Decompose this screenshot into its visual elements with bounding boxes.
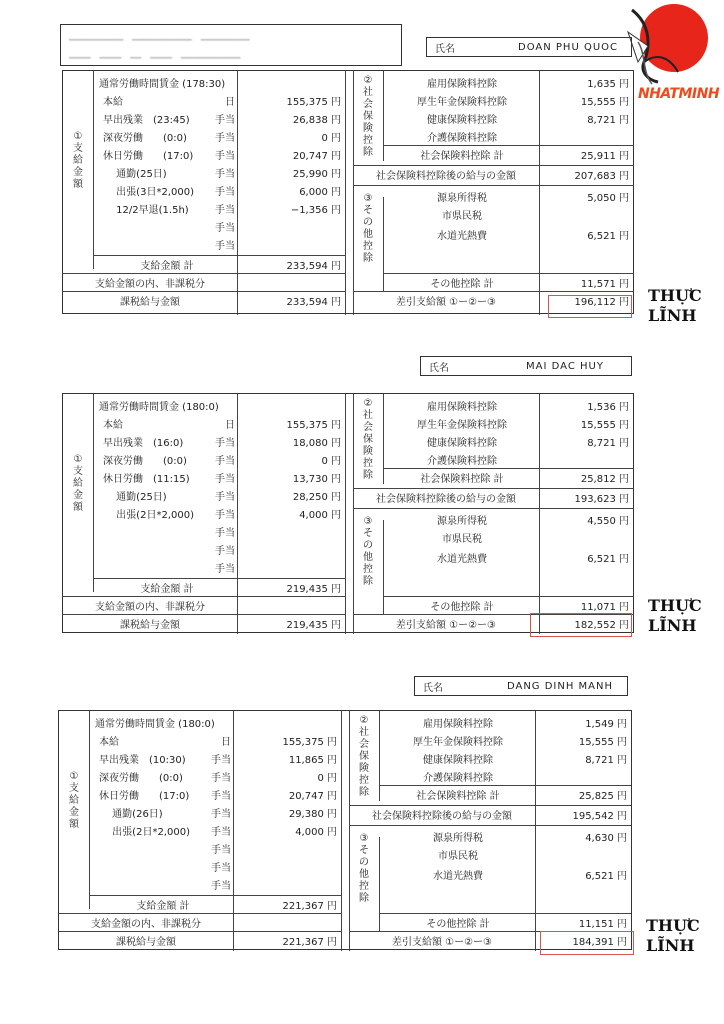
payslip-table	[62, 393, 634, 633]
earning-suffix: 手当	[215, 114, 235, 126]
earning-suffix: 手当	[211, 826, 231, 838]
name-label: 氏名	[429, 362, 449, 374]
earning-label: 本給	[103, 419, 123, 431]
divider	[353, 508, 633, 509]
nontax-label: 支給金額の内、非課税分	[91, 918, 201, 930]
thuc-linh-word: THỰC	[648, 286, 702, 305]
divider	[349, 711, 350, 951]
name-label: 氏名	[423, 682, 443, 694]
section-1-label	[67, 131, 89, 191]
earning-amount: 155,375 円	[286, 419, 341, 431]
section-2-char: 社	[363, 410, 373, 421]
income-tax-amount: 5,050 円	[587, 192, 629, 204]
thuc-linh-word: LĨNH	[646, 936, 695, 955]
divider	[345, 394, 346, 634]
divider	[535, 711, 536, 951]
earning-suffix: 手当	[211, 772, 231, 784]
other-total-amount: 11,071 円	[580, 601, 629, 613]
resident-tax-label: 市県民税	[442, 533, 482, 545]
earning-suffix: 手当	[215, 473, 235, 485]
employee-name: DOAN PHU QUOC	[518, 41, 618, 53]
net-pay-label: 差引支給額 ①ー②ー③	[395, 619, 497, 631]
earning-amount: 28,250 円	[292, 491, 341, 503]
section-2-label	[353, 715, 375, 799]
pension-label: 厚生年金保険料控除	[417, 419, 507, 431]
net-pay-label: 差引支給額 ①ー②ー③	[395, 296, 497, 308]
resident-tax-label: 市県民税	[438, 850, 478, 862]
section-3-char: 除	[359, 893, 369, 904]
earning-amount: 20,747 円	[288, 790, 337, 802]
earning-suffix: 手当	[215, 545, 235, 557]
earning-amount: 29,380 円	[288, 808, 337, 820]
earning-label	[103, 235, 213, 253]
net-pay-amount: 196,112 円	[574, 296, 629, 308]
after-social-label: 社会保険料控除後の給与の金額	[372, 810, 512, 822]
earning-label: 早出残業 (23:45)	[103, 114, 190, 126]
earning-amount: 11,865 円	[288, 754, 337, 766]
pension-label: 厚生年金保険料控除	[413, 736, 503, 748]
employee-name-box	[426, 37, 632, 57]
net-pay-amount: 184,391 円	[572, 936, 627, 948]
divider	[233, 711, 234, 951]
earning-suffix: 手当	[211, 754, 231, 766]
section-1-char: 金	[73, 167, 83, 178]
income-tax-label: 源泉所得税	[437, 515, 487, 527]
section-2-char: 険	[363, 446, 373, 457]
nontax-label: 支給金額の内、非課税分	[95, 278, 205, 290]
section-3-char: 他	[363, 552, 373, 563]
payslip-table	[58, 710, 632, 950]
earning-suffix: 手当	[211, 808, 231, 820]
earning-label: 深夜労働 (0:0)	[103, 455, 187, 467]
earning-suffix: 日	[225, 419, 235, 431]
earning-suffix: 手当	[211, 880, 231, 892]
logo-text: NHATMINH	[638, 86, 720, 102]
earning-suffix: 手当	[215, 491, 235, 503]
earning-amount: 0 円	[321, 132, 341, 144]
utilities-label: 水道光熱費	[437, 553, 487, 565]
regular-hours-label: 通常労働時間賃金 (178:30)	[99, 78, 226, 90]
section-1-char: 金	[73, 490, 83, 501]
earning-suffix: 手当	[211, 790, 231, 802]
earning-amount: 25,990 円	[292, 168, 341, 180]
divider	[353, 394, 354, 634]
earning-amount: 26,838 円	[292, 114, 341, 126]
earning-suffix: 手当	[211, 862, 231, 874]
care-label: 介護保険料控除	[427, 132, 497, 144]
earning-amount	[237, 857, 337, 875]
section-2-char: 会	[363, 99, 373, 110]
section-3-label	[353, 833, 375, 905]
nontax-amount	[237, 913, 337, 931]
section-3-char: 他	[363, 229, 373, 240]
earning-label: 休日労働 (17:0)	[103, 150, 194, 162]
earning-suffix: 手当	[215, 455, 235, 467]
total-pay-amount: 233,594 円	[286, 260, 341, 272]
other-total-label: その他控除 計	[426, 918, 490, 930]
after-social-label: 社会保険料控除後の給与の金額	[376, 493, 516, 505]
earning-suffix: 手当	[215, 527, 235, 539]
section-3-char: 控	[359, 881, 369, 892]
social-total-amount: 25,825 円	[578, 790, 627, 802]
social-total-amount: 25,911 円	[580, 150, 629, 162]
after-social-amount: 207,683 円	[574, 170, 629, 182]
earning-suffix: 手当	[215, 509, 235, 521]
section-2-label	[357, 398, 379, 482]
social-total-label: 社会保険料控除 計	[420, 150, 504, 162]
section-2-char: 控	[359, 775, 369, 786]
net-pay-label: 差引支給額 ①ー②ー③	[391, 936, 493, 948]
after-social-label: 社会保険料控除後の給与の金額	[376, 170, 516, 182]
earning-amount: 0 円	[317, 772, 337, 784]
earning-suffix: 手当	[215, 186, 235, 198]
divider	[383, 394, 384, 484]
regular-hours-label: 通常労働時間賃金 (180:0)	[99, 401, 219, 413]
earning-label: 早出残業 (10:30)	[99, 754, 186, 766]
utilities-label: 水道光熱費	[437, 230, 487, 242]
pension-amount: 15,555 円	[578, 736, 627, 748]
earning-label: 出張(2日*2,000)	[99, 826, 190, 838]
resident-tax-amount	[539, 845, 627, 863]
divider	[383, 71, 384, 161]
health-amount: 8,721 円	[585, 754, 627, 766]
earning-label	[103, 522, 213, 540]
section-1-char: 額	[73, 502, 83, 513]
section-3-char: の	[363, 217, 373, 228]
earning-suffix: 手当	[215, 132, 235, 144]
pension-label: 厚生年金保険料控除	[417, 96, 507, 108]
earning-label: 本給	[103, 96, 123, 108]
section-2-char: ②	[363, 398, 373, 409]
section-2-char: 保	[363, 434, 373, 445]
divider	[93, 71, 94, 269]
divider	[341, 711, 342, 951]
total-pay-amount: 221,367 円	[282, 900, 337, 912]
after-social-amount: 193,623 円	[574, 493, 629, 505]
earning-label: 通勤(25日)	[103, 491, 167, 503]
section-2-char: 除	[363, 470, 373, 481]
earning-amount: 155,375 円	[286, 96, 341, 108]
social-total-label: 社会保険料控除 計	[416, 790, 500, 802]
section-3-char: ③	[363, 193, 373, 204]
total-pay-label: 支給金額 計	[140, 583, 194, 595]
divider	[237, 71, 238, 315]
section-3-char: の	[359, 857, 369, 868]
section-3-char: 除	[363, 253, 373, 264]
section-1-char: ①	[69, 771, 79, 782]
earning-amount: 6,000 円	[299, 186, 341, 198]
divider	[237, 394, 238, 634]
earning-suffix: 手当	[215, 168, 235, 180]
section-2-label	[357, 75, 379, 159]
other-total-label: その他控除 計	[430, 278, 494, 290]
employment-ins-label: 雇用保険料控除	[427, 78, 497, 90]
thuc-linh-label	[648, 596, 702, 636]
divider	[383, 197, 384, 291]
section-2-char: 会	[363, 422, 373, 433]
other-total-label: その他控除 計	[430, 601, 494, 613]
net-pay-highlight	[548, 295, 632, 318]
income-tax-amount: 4,630 円	[585, 832, 627, 844]
payslip-table	[62, 70, 634, 314]
earning-label: 通勤(25日)	[103, 168, 167, 180]
social-total-amount: 25,812 円	[580, 473, 629, 485]
section-2-char: 社	[359, 727, 369, 738]
divider	[353, 185, 633, 186]
name-label: 氏名	[435, 43, 455, 55]
health-amount: 8,721 円	[587, 114, 629, 126]
section-1-label	[63, 771, 85, 831]
earning-amount: 13,730 円	[292, 473, 341, 485]
section-1-label	[67, 454, 89, 514]
care-amount	[539, 767, 627, 785]
earning-amount	[237, 839, 337, 857]
earning-amount: 4,000 円	[299, 509, 341, 521]
thuc-linh-word: LĨNH	[648, 306, 697, 325]
employment-ins-amount: 1,635 円	[587, 78, 629, 90]
taxable-label: 課税給与金額	[116, 936, 176, 948]
employee-name-box	[414, 676, 628, 696]
taxable-label: 課税給与金額	[120, 296, 180, 308]
nontax-amount	[241, 273, 341, 291]
earning-amount	[241, 558, 341, 576]
other-total-amount: 11,571 円	[580, 278, 629, 290]
care-amount	[543, 450, 629, 468]
nontax-amount	[241, 596, 341, 614]
earning-label: 通勤(26日)	[99, 808, 163, 820]
earning-label: 出張(2日*2,000)	[103, 509, 194, 521]
earning-suffix: 手当	[215, 563, 235, 575]
divider	[93, 394, 94, 592]
section-3-char: 控	[363, 564, 373, 575]
taxable-amount: 219,435 円	[286, 619, 341, 631]
employment-ins-amount: 1,549 円	[585, 718, 627, 730]
net-pay-highlight	[530, 613, 632, 637]
section-3-label	[357, 516, 379, 588]
section-2-char: 除	[363, 147, 373, 158]
income-tax-label: 源泉所得税	[433, 832, 483, 844]
section-2-char: 除	[359, 787, 369, 798]
section-3-char: 除	[363, 576, 373, 587]
earning-label	[99, 839, 209, 857]
section-1-char: 給	[69, 795, 79, 806]
section-2-char: 保	[359, 751, 369, 762]
section-3-char: 他	[359, 869, 369, 880]
thuc-linh-word: THỰC	[648, 596, 702, 615]
earning-label	[103, 558, 213, 576]
earning-label: 出張(3日*2,000)	[103, 186, 194, 198]
earning-label: 休日労働 (17:0)	[99, 790, 190, 802]
section-3-char: そ	[363, 528, 373, 539]
earning-suffix: 手当	[215, 150, 235, 162]
earning-suffix: 手当	[215, 222, 235, 234]
utilities-amount: 6,521 円	[587, 230, 629, 242]
divider	[539, 394, 540, 634]
employee-name: DANG DINH MANH	[506, 680, 614, 692]
section-3-char: 控	[363, 241, 373, 252]
section-2-char: 控	[363, 135, 373, 146]
section-2-char: ②	[359, 715, 369, 726]
earning-amount: 18,080 円	[292, 437, 341, 449]
earning-suffix: 手当	[215, 437, 235, 449]
employee-name: MAI DAC HUY	[526, 360, 604, 372]
thuc-linh-label	[648, 286, 702, 326]
resident-tax-label: 市県民税	[442, 210, 482, 222]
section-3-char: そ	[363, 205, 373, 216]
earning-amount: 155,375 円	[282, 736, 337, 748]
earning-label	[103, 217, 213, 235]
earning-suffix: 手当	[211, 844, 231, 856]
earning-label: 早出残業 (16:0)	[103, 437, 184, 449]
health-amount: 8,721 円	[587, 437, 629, 449]
income-tax-amount: 4,550 円	[587, 515, 629, 527]
total-pay-amount: 219,435 円	[286, 583, 341, 595]
section-2-char: ②	[363, 75, 373, 86]
resident-tax-amount	[543, 205, 629, 223]
section-1-char: 給	[73, 155, 83, 166]
earning-amount	[241, 540, 341, 558]
utilities-amount: 6,521 円	[585, 870, 627, 882]
after-social-amount: 195,542 円	[572, 810, 627, 822]
resident-tax-amount	[543, 528, 629, 546]
earning-suffix: 手当	[215, 240, 235, 252]
earning-amount: 0 円	[321, 455, 341, 467]
total-pay-label: 支給金額 計	[140, 260, 194, 272]
earning-label	[99, 857, 209, 875]
thuc-linh-word: THỰC	[646, 916, 700, 935]
other-total-amount: 11,151 円	[578, 918, 627, 930]
earning-suffix: 手当	[215, 204, 235, 216]
divider	[353, 71, 354, 315]
health-label: 健康保険料控除	[427, 437, 497, 449]
regular-hours-label: 通常労働時間賃金 (180:0)	[95, 718, 215, 730]
earning-amount: 20,747 円	[292, 150, 341, 162]
section-2-char: 保	[363, 111, 373, 122]
earning-label: 本給	[99, 736, 119, 748]
net-pay-amount: 182,552 円	[574, 619, 629, 631]
social-total-label: 社会保険料控除 計	[420, 473, 504, 485]
employment-ins-label: 雇用保険料控除	[423, 718, 493, 730]
earning-amount: −1,356 円	[290, 204, 341, 216]
section-1-char: 支	[69, 783, 79, 794]
nontax-label: 支給金額の内、非課税分	[95, 601, 205, 613]
section-1-char: 給	[73, 478, 83, 489]
taxable-amount: 233,594 円	[286, 296, 341, 308]
thuc-linh-word: LĨNH	[648, 616, 697, 635]
taxable-label: 課税給与金額	[120, 619, 180, 631]
care-label: 介護保険料控除	[423, 772, 493, 784]
employment-ins-amount: 1,536 円	[587, 401, 629, 413]
earning-label	[103, 540, 213, 558]
section-1-char: ①	[73, 454, 83, 465]
earning-amount: 4,000 円	[295, 826, 337, 838]
employee-name-box	[420, 356, 632, 376]
divider	[383, 520, 384, 614]
section-1-char: 金	[69, 807, 79, 818]
section-1-char: 支	[73, 143, 83, 154]
health-label: 健康保険料控除	[427, 114, 497, 126]
net-pay-highlight	[540, 931, 634, 955]
section-3-label	[357, 193, 379, 265]
utilities-label: 水道光熱費	[433, 870, 483, 882]
utilities-amount: 6,521 円	[587, 553, 629, 565]
section-1-char: ①	[73, 131, 83, 142]
section-3-char: ③	[363, 516, 373, 527]
pension-amount: 15,555 円	[580, 419, 629, 431]
earning-amount	[241, 522, 341, 540]
thuc-linh-label	[646, 916, 700, 956]
section-2-char: 険	[363, 123, 373, 134]
section-1-char: 支	[73, 466, 83, 477]
earning-label: 深夜労働 (0:0)	[103, 132, 187, 144]
earning-amount	[241, 217, 341, 235]
total-pay-label: 支給金額 計	[136, 900, 190, 912]
divider	[89, 711, 90, 909]
section-3-char: そ	[359, 845, 369, 856]
earning-suffix: 日	[225, 96, 235, 108]
earning-label	[99, 875, 209, 893]
section-2-char: 社	[363, 87, 373, 98]
section-1-char: 額	[69, 819, 79, 830]
divider	[539, 71, 540, 315]
taxable-amount: 221,367 円	[282, 936, 337, 948]
divider	[379, 837, 380, 931]
divider	[379, 711, 380, 801]
earning-label: 12/2早退(1.5h)	[103, 204, 189, 216]
section-3-char: の	[363, 540, 373, 551]
earning-amount	[241, 235, 341, 253]
earning-label: 休日労働 (11:15)	[103, 473, 190, 485]
care-label: 介護保険料控除	[427, 455, 497, 467]
section-1-char: 額	[73, 179, 83, 190]
blurred-header-box: ━━━━━━━━━━ ━━━━━━━━━━━ ━━━━━━━━━ ━━━━ ━━━━ ━━ ━━━━ ━━━━━━━━━━━	[60, 24, 402, 66]
section-2-char: 控	[363, 458, 373, 469]
section-2-char: 険	[359, 763, 369, 774]
earning-suffix: 日	[221, 736, 231, 748]
health-label: 健康保険料控除	[423, 754, 493, 766]
pension-amount: 15,555 円	[580, 96, 629, 108]
divider	[345, 71, 346, 315]
section-3-char: ③	[359, 833, 369, 844]
earning-amount	[237, 875, 337, 893]
care-amount	[543, 127, 629, 145]
section-2-char: 会	[359, 739, 369, 750]
income-tax-label: 源泉所得税	[437, 192, 487, 204]
earning-label: 深夜労働 (0:0)	[99, 772, 183, 784]
employment-ins-label: 雇用保険料控除	[427, 401, 497, 413]
divider	[349, 825, 631, 826]
